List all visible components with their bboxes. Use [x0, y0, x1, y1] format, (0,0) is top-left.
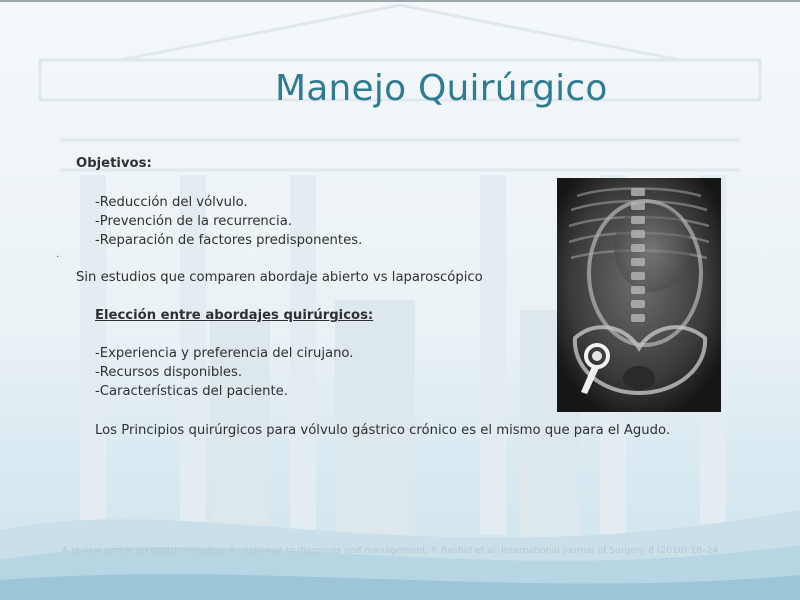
principles-note: Los Principios quirúrgicos para vólvulo gástrico crónico es el mismo que para el Agudo.	[95, 423, 671, 438]
objective-item: -Reducción del vólvulo.	[95, 195, 248, 210]
objective-item: -Reparación de factores predisponentes.	[95, 233, 363, 248]
objectives-heading: Objetivos:	[76, 156, 152, 171]
bullet-marker: ·	[56, 252, 60, 263]
approach-item: -Características del paciente.	[95, 384, 288, 399]
slide-title: Manejo Quirúrgico	[275, 68, 608, 109]
abdominal-xray-image	[557, 178, 721, 412]
objective-item: -Prevención de la recurrencia.	[95, 214, 292, 229]
bottom-wave-decoration	[0, 470, 800, 600]
approach-item: -Recursos disponibles.	[95, 365, 243, 380]
studies-note: Sin estudios que comparen abordaje abierto vs laparoscópico	[76, 270, 483, 285]
approach-heading: Elección entre abordajes quirúrgicos:	[95, 308, 374, 323]
approach-item: -Experiencia y preferencia del cirujano.	[95, 346, 354, 361]
citation-footer: A review article on gastric volvulus: A challenge to diagnosis and management, F. Rashid et al. International Journal of Surgery 8 (2010) 18–24	[62, 545, 719, 556]
